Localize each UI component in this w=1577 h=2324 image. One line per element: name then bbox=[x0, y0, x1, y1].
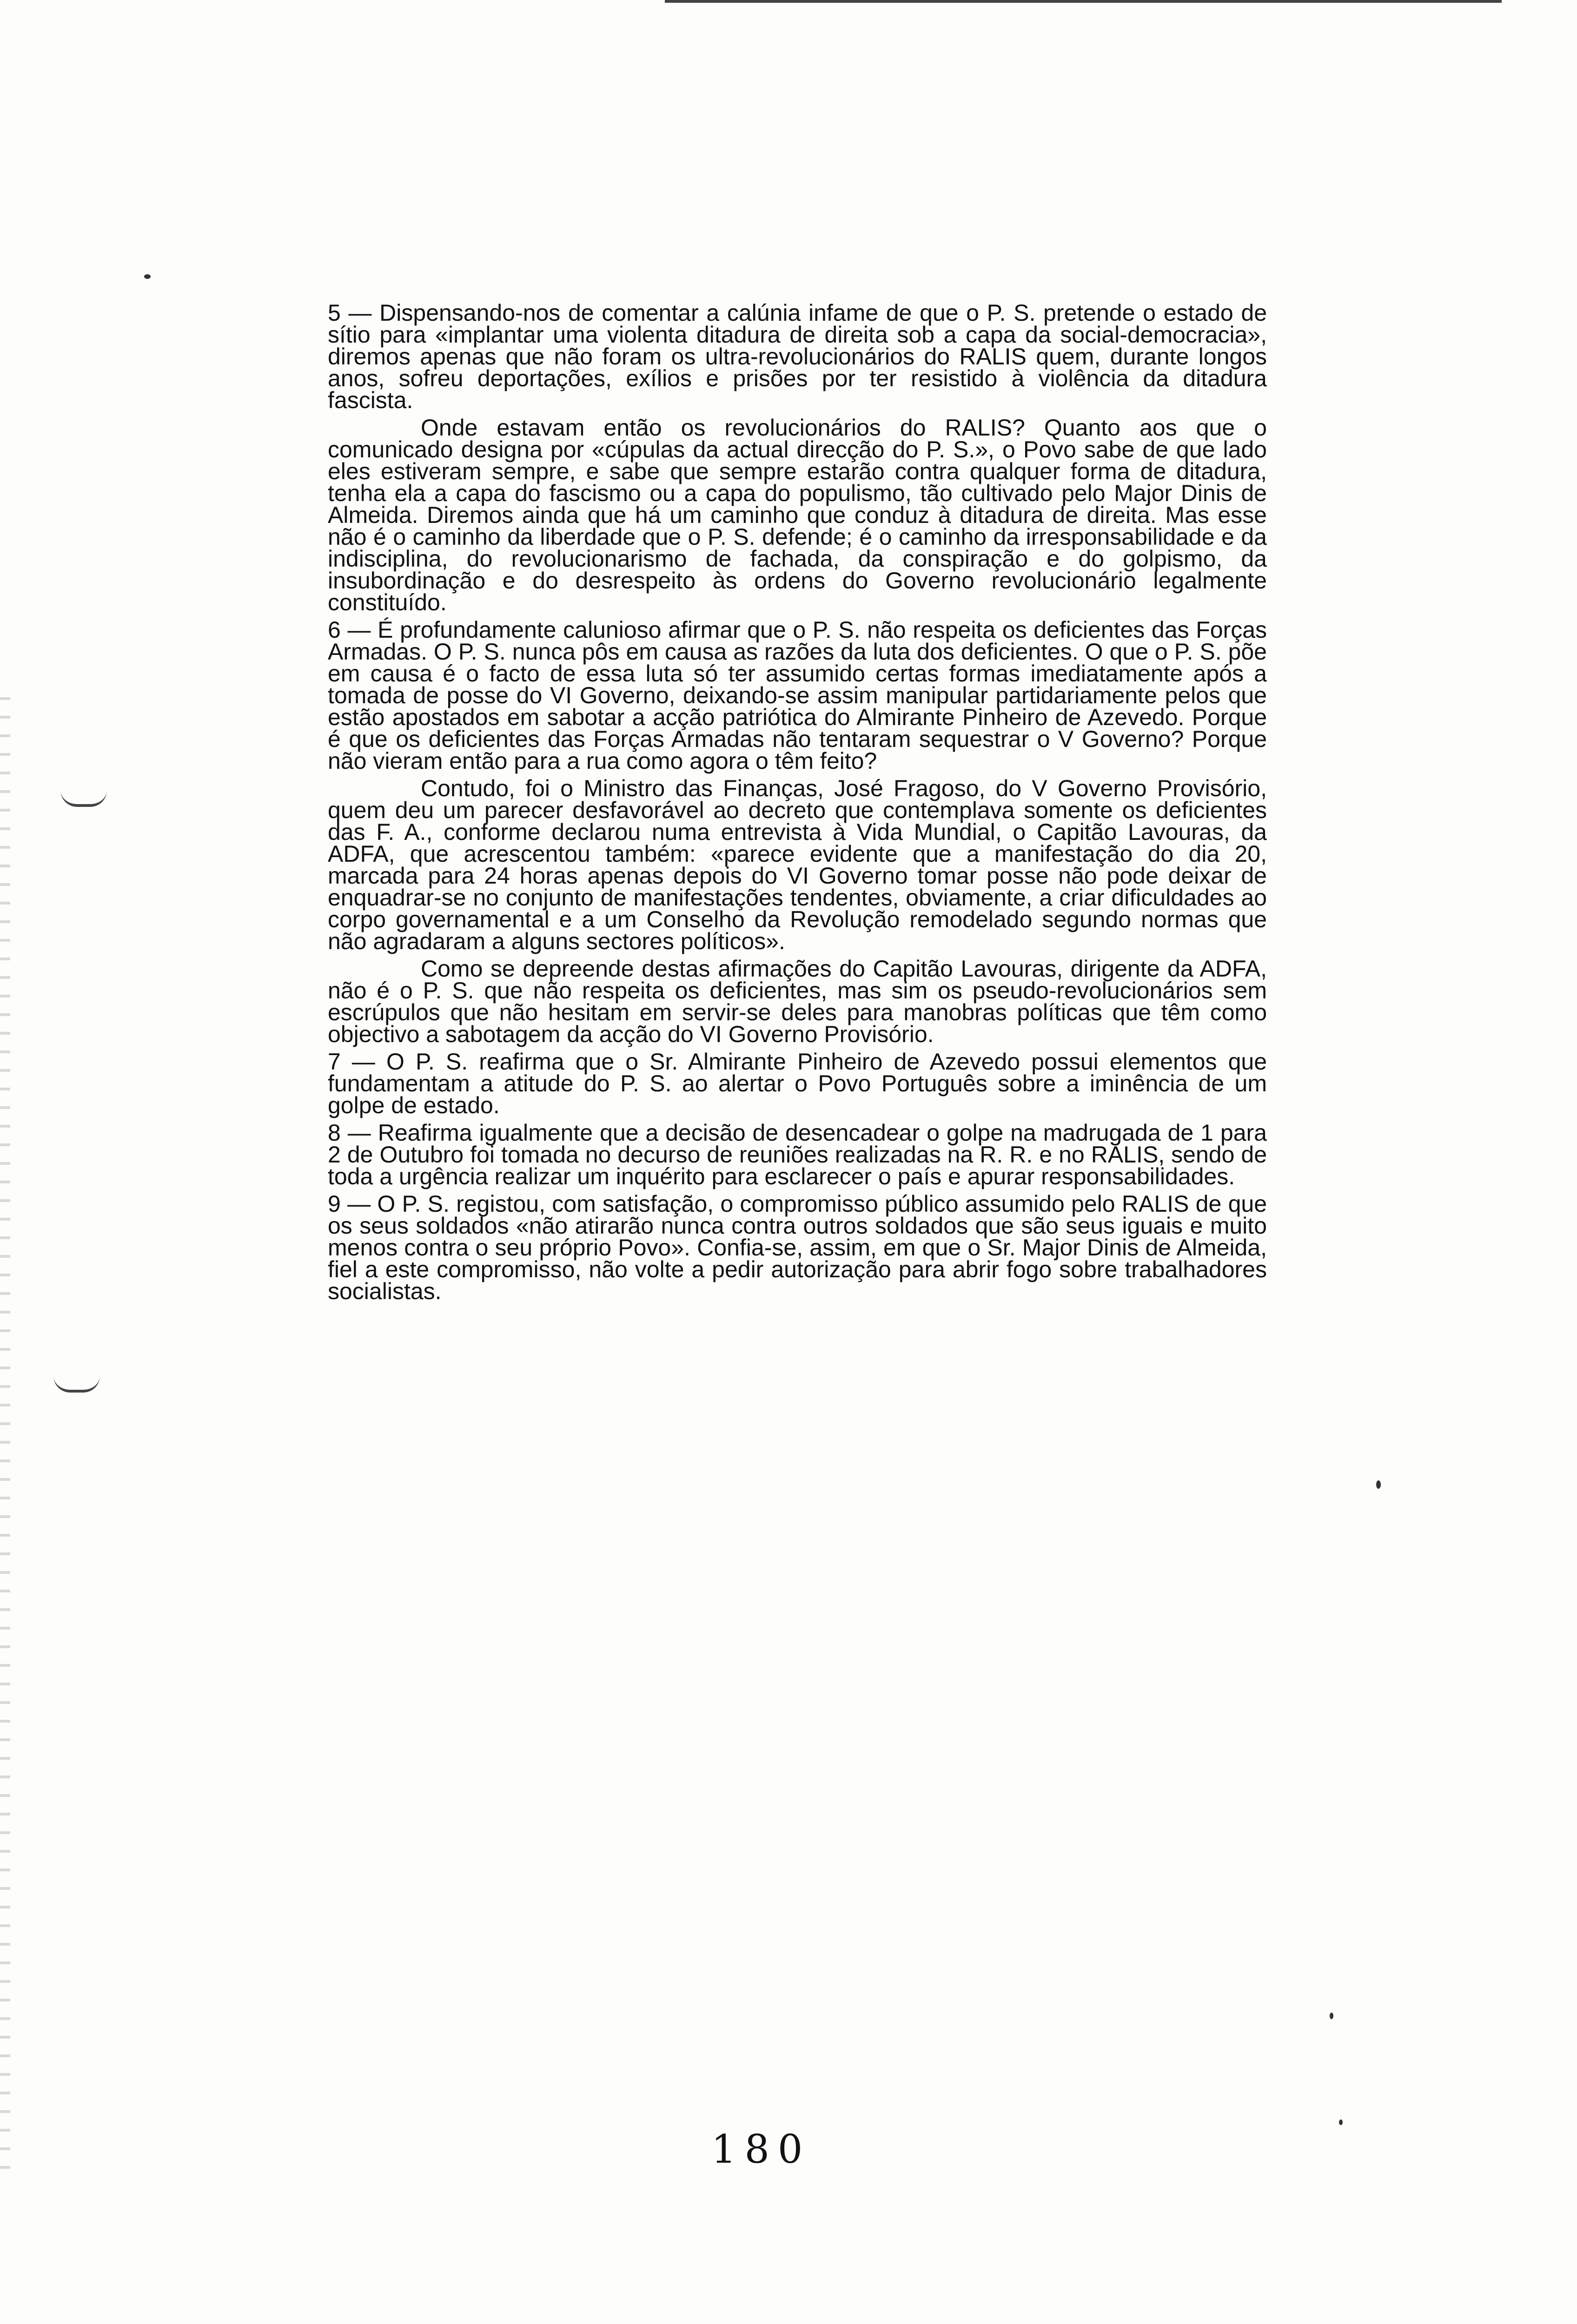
paragraph-onde-estavam: Onde estavam então os revolucionários do RALIS? Quanto aos que o comunicado designa por «cúpulas da actual direcção do P. S.», o Povo sabe de que lado eles estiveram sempre, e sabe que sempre estarão contra qualquer forma de ditadura, tenha ela a capa do fascismo ou a capa do populismo, tão cultivado pelo Major Dinis de Almeida. Diremos ainda que há um caminho que conduz à ditadura de direita. Mas esse não é o caminho da liberdade que o P. S. defende; é o caminho da irresponsabilidade e da indisciplina, do revolucionarismo de fachada, da conspiração e do golpismo, da insubordinação e do desrespeito às ordens do Governo revolucionário legalmente constituído. bbox=[328, 415, 1267, 615]
paragraph-como-se-depreende: Como se depreende destas afirmações do Capitão Lavouras, dirigente da ADFA, não é o P. S. que não respeita os deficientes, mas sim os pseudo-revolucionários sem escrúpulos que não hesitam em servir-se deles para manobras políticas que têm como objectivo a sabotagem da acção do VI Governo Provisório. bbox=[328, 956, 1267, 1047]
scan-edge-line bbox=[665, 0, 1502, 3]
handwritten-page-number: 180 bbox=[711, 2126, 811, 2172]
scan-speck bbox=[1330, 2013, 1333, 2019]
paragraph-8: 8 — Reafirma igualmente que a decisão de desencadear o golpe na madrugada de 1 para 2 de Outubro foi tomada no decurso de reuniões realizadas na R. R. e no RALIS, sendo de toda a urgência realizar um inquérito para esclarecer o país e apurar responsabilidades. bbox=[328, 1120, 1267, 1189]
paragraph-7: 7 — O P. S. reafirma que o Sr. Almirante Pinheiro de Azevedo possui elementos que fundamentam a atitude do P. S. ao alertar o Povo Português sobre a iminência de um golpe de estado. bbox=[328, 1049, 1267, 1118]
punch-hole-mark bbox=[53, 1376, 100, 1393]
paragraph-contudo: Contudo, foi o Ministro das Finanças, José Fragoso, do V Governo Provisório, quem deu um parecer desfavorável ao decreto que contemplava somente os deficientes das F. A., conforme declarou numa entrevista à Vida Mundial, o Capitão Lavouras, da ADFA, que acrescentou também: «parece evidente que a manifestação do dia 20, marcada para 24 horas apenas depois do VI Governo tomar posse não pode deixar de enquadrar-se no conjunto de manifestações tendentes, obviamente, a criar dificuldades ao corpo governamental e a um Conselho da Revolução remodelado segundo normas que não agradaram a alguns sectores políticos». bbox=[328, 775, 1267, 954]
paragraph-9: 9 — O P. S. registou, com satisfação, o compromisso público assumido pelo RALIS de que os seus soldados «não atirarão nunca contra outros soldados que são seus iguais e muito menos contra o seu próprio Povo». Confia-se, assim, em que o Sr. Major Dinis de Almeida, fiel a este compromisso, não volte a pedir autorização para abrir fogo sobre trabalhadores socialistas. bbox=[328, 1191, 1267, 1304]
punch-hole-mark bbox=[60, 790, 107, 807]
document-body bbox=[328, 302, 1267, 1308]
scan-speck bbox=[144, 274, 151, 279]
binding-edge bbox=[0, 697, 10, 2185]
paragraph-6: 6 — É profundamente calunioso afirmar que o P. S. não respeita os deficientes das Forças Armadas. O P. S. nunca pôs em causa as razões da luta dos deficientes. O que o P. S. põe em causa é o facto de essa luta só ter assumido certas formas imediatamente após a tomada de posse do VI Governo, deixando-se assim manipular partidariamente pelos que estão apostados em sabotar a acção patriótica do Almirante Pinheiro de Azevedo. Porque é que os deficientes das Forças Armadas não tentaram sequestrar o V Governo? Porque não vieram então para a rua como agora o têm feito? bbox=[328, 617, 1267, 774]
paragraph-5: 5 — Dispensando-nos de comentar a calúnia infame de que o P. S. pretende o estado de sítio para «implantar uma violenta ditadura de direita sob a capa da social-democracia», diremos apenas que não foram os ultra-revolucionários do RALIS quem, durante longos anos, sofreu deportações, exílios e prisões por ter resistido à violência da ditadura fascista. bbox=[328, 300, 1267, 413]
scan-speck bbox=[1376, 1480, 1381, 1489]
scan-speck bbox=[1339, 2119, 1343, 2125]
